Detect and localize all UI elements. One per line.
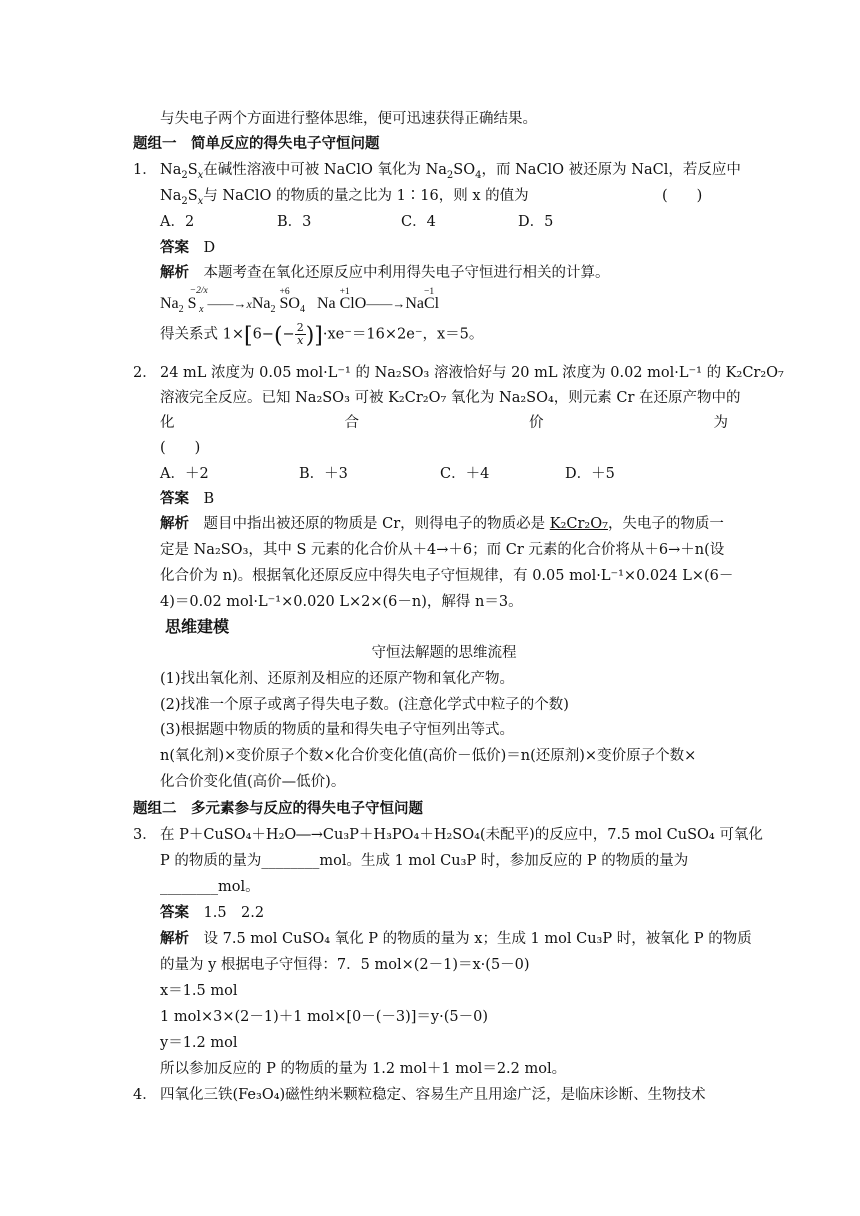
- q3-blank-2: ________: [160, 879, 218, 895]
- q1-stem-line2: $Na_2S_x$与 NaClO 的物质的量之比为 1∶16，则 x 的值为: [160, 188, 529, 207]
- q1-number: 1．: [133, 162, 157, 178]
- model-formula-line1: n(氧化剂)×变价原子个数×化合价变化值(高价－低价)＝n(还原剂)×变价原子个数×: [160, 748, 697, 764]
- q1-oxidation-equation: $Na_2$ S −2/x $_x$ ――→xNa$_2$ S +6 $O_4$ Na Cl +1 O――→NaCl −1: [160, 286, 440, 316]
- model-heading: 思维建模: [165, 617, 230, 636]
- model-step-3: (3)根据题中物质的物质的量和得失电子守恒列出等式。: [160, 722, 515, 738]
- answer-label: 答案: [160, 905, 189, 921]
- q3-stem-line3: ________mol。: [160, 879, 260, 895]
- analysis-label: 解析: [160, 931, 189, 947]
- q1-option-d: D．5: [518, 214, 554, 230]
- q3-stem-line1: 在 P＋CuSO₄＋H₂O―→Cu₃P＋H₃PO₄＋H₂SO₄(未配平)的反应中，7.5 mol CuSO₄ 可氧化: [160, 827, 763, 843]
- q3-blank-1: ________: [261, 853, 320, 869]
- model-step-1: (1)找出氧化剂、还原剂及相应的还原产物和氧化产物。: [160, 671, 515, 687]
- q3-analysis-line2: 的量为 y 根据电子守恒得：7．5 mol×(2－1)＝x·(5－0): [160, 957, 530, 973]
- analysis-label: 解析: [160, 516, 189, 532]
- q2-analysis-line3: 化合价为 n)。根据氧化还原反应中得失电子守恒规律，有 0.05 mol·L⁻¹×0.024 L×(6－: [160, 568, 734, 584]
- q1-option-a: A．2: [160, 214, 195, 230]
- q2-analysis-line4: 4)＝0.02 mol·L⁻¹×0.020 L×2×(6－n)，解得 n＝3。: [160, 594, 523, 610]
- q3-analysis-line3: x＝1.5 mol: [160, 983, 238, 999]
- group2-heading: 题组二 多元素参与反应的得失电子守恒问题: [133, 801, 423, 817]
- model-step-2: (2)找准一个原子或离子得失电子数。(注意化学式中粒子的个数): [160, 697, 569, 713]
- q2-stem-line3: 化 合 价 为: [160, 415, 728, 431]
- answer-label: 答案: [160, 491, 189, 507]
- q2-option-a: A．＋2: [160, 466, 209, 482]
- model-subtitle: 守恒法解题的思维流程: [371, 645, 517, 661]
- q1-relation-equation: 得关系式 1×[6−(− $\frac{2}{x}$ )]·xe⁻＝16×2e⁻，x＝5。: [160, 321, 484, 349]
- group1-heading: 题组一 简单反应的得失电子守恒问题: [133, 136, 380, 152]
- answer-label: 答案: [160, 240, 189, 256]
- q3-number: 3．: [133, 827, 157, 843]
- q2-stem-line1: 24 mL 浓度为 0.05 mol·L⁻¹ 的 Na₂SO₃ 溶液恰好与 20 mL 浓度为 0.02 mol·L⁻¹ 的 K₂Cr₂O₇: [160, 365, 784, 381]
- q3-analysis-line1: 解析 设 7.5 mol CuSO₄ 氧化 P 的物质的量为 x；生成 1 mol Cu₃P 时，被氧化 P 的物质: [160, 931, 752, 947]
- q3-analysis-line5: y＝1.2 mol: [160, 1035, 238, 1051]
- q2-answer-paren: ( ): [160, 440, 201, 456]
- analysis-label: 解析: [160, 265, 189, 281]
- q1-stem-line1: $Na_2S_x$在碱性溶液中可被 NaClO 氧化为 $Na_2SO_4$，而 NaClO 被还原为 NaCl，若反应中: [160, 162, 741, 181]
- q2-number: 2．: [133, 365, 157, 381]
- q2-option-d: D．＋5: [565, 466, 615, 482]
- q2-option-c: C．＋4: [440, 466, 490, 482]
- q3-analysis-line6: 所以参加反应的 P 的物质的量为 1.2 mol＋1 mol＝2.2 mol。: [160, 1061, 567, 1077]
- q1-answer: 答案 D: [160, 240, 216, 256]
- q3-answer: 答案 1.5 2.2: [160, 905, 265, 921]
- intro-tail-text: 与失电子两个方面进行整体思维，便可迅速获得正确结果。: [160, 111, 537, 127]
- q4-number: 4．: [133, 1087, 157, 1103]
- q2-option-b: B．＋3: [299, 466, 348, 482]
- q2-stem-line2: 溶液完全反应。已知 Na₂SO₃ 可被 K₂Cr₂O₇ 氧化为 Na₂SO₄，则元素 Cr 在还原产物中的: [160, 390, 741, 406]
- q3-stem-line2: P 的物质的量为________mol。生成 1 mol Cu₃P 时，参加反应的 P 的物质的量为: [160, 853, 689, 869]
- q1-answer-paren: ( ): [662, 188, 703, 204]
- q2-analysis-line1: 解析 题目中指出被还原的物质是 Cr，则得电子的物质必是 K₂Cr₂O₇，失电子的物质一: [160, 516, 724, 532]
- q2-answer: 答案 B: [160, 491, 215, 507]
- q2-analysis-line2: 定是 Na₂SO₃，其中 S 元素的化合价从＋4→＋6；而 Cr 元素的化合价将从＋6→＋n(设: [160, 542, 725, 558]
- q1-analysis: 解析 本题考查在氧化还原反应中利用得失电子守恒进行相关的计算。: [160, 265, 610, 281]
- q3-analysis-line4: 1 mol×3×(2－1)＋1 mol×[0－(－3)]＝y·(5－0): [160, 1009, 488, 1025]
- q1-option-b: B．3: [277, 214, 312, 230]
- q1-option-c: C．4: [401, 214, 436, 230]
- model-formula-line2: 化合价变化值(高价—低价)。: [160, 774, 346, 790]
- q4-stem-line1: 四氧化三铁(Fe₃O₄)磁性纳米颗粒稳定、容易生产且用途广泛，是临床诊断、生物技术: [160, 1087, 706, 1103]
